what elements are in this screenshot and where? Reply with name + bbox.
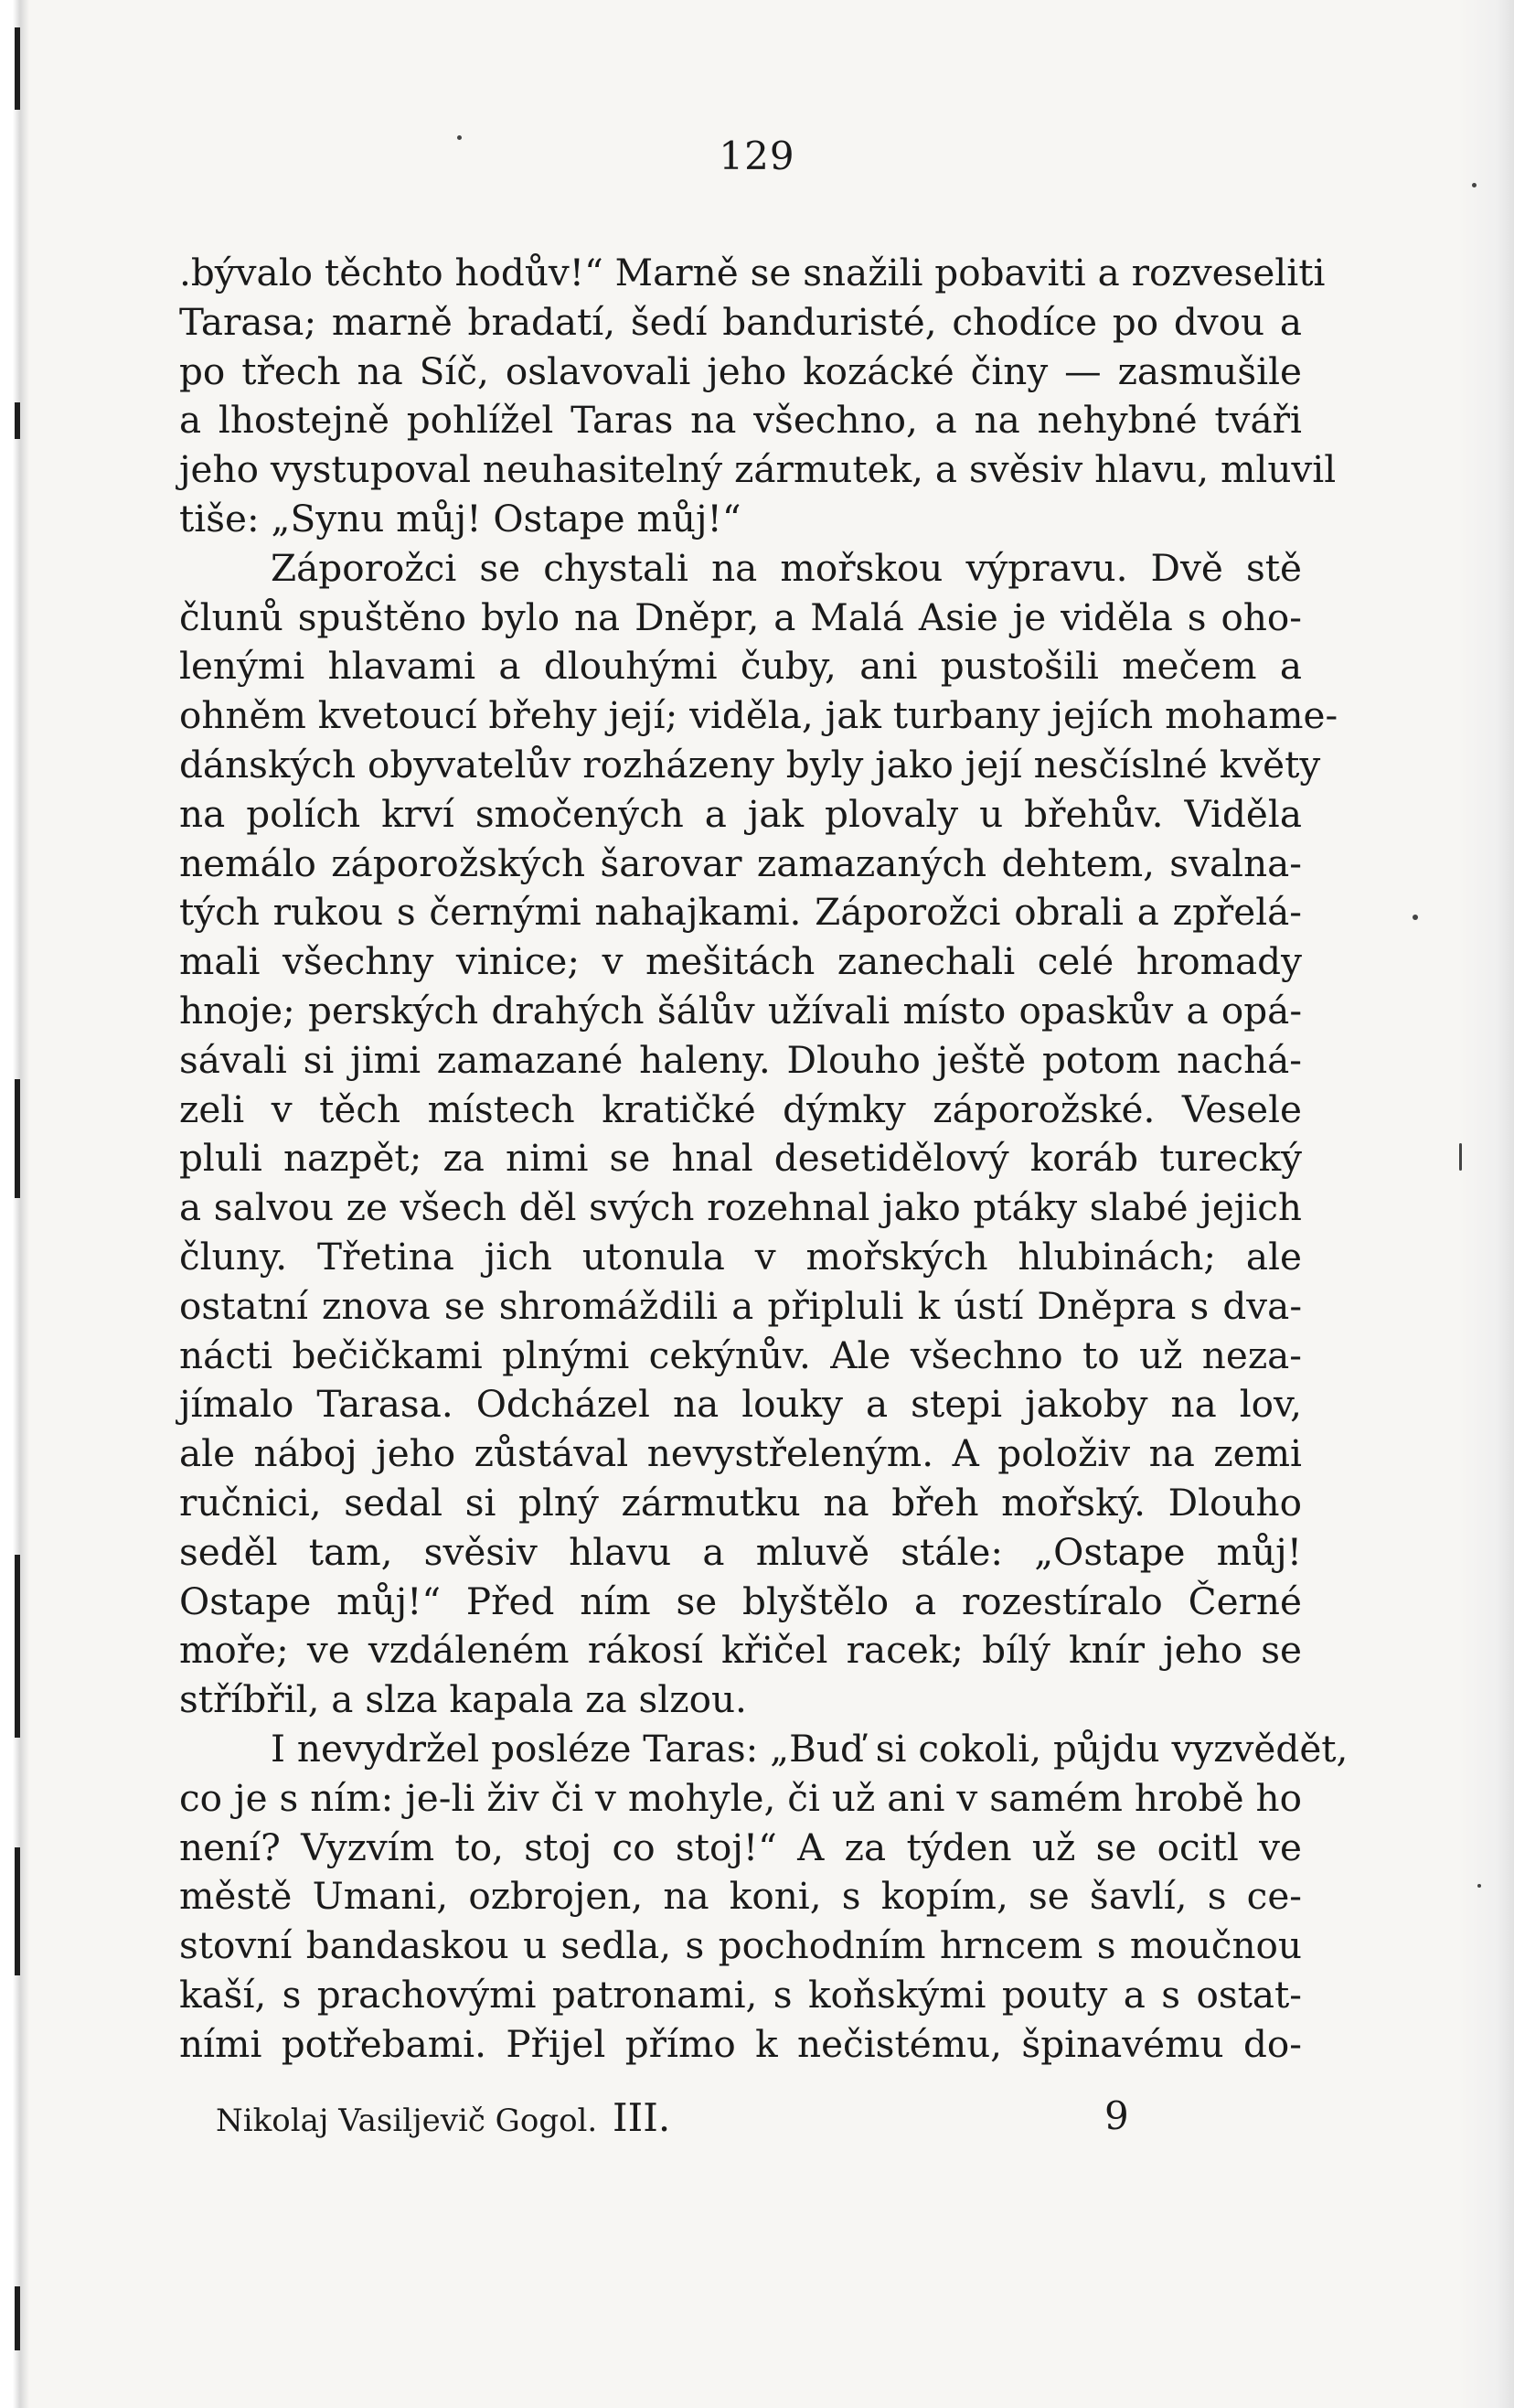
text-line: a salvou ze všech děl svých rozehnal jako ptáky slabé jejich	[179, 1185, 1302, 1230]
text-line: není? Vyzvím to, stoj co stoj!“ A za týden už se ocitl ve	[179, 1825, 1302, 1869]
footer-volume: III.	[613, 2095, 671, 2140]
text-line: na polích krví smočených a jak plovaly u břehův. Viděla	[179, 791, 1302, 836]
text-line: kaší, s prachovými patronami, s koňskými pouty a s ostat-	[179, 1972, 1302, 2017]
text-line: nácti bečičkami plnými cekýnův. Ale všechno to už neza-	[179, 1332, 1302, 1377]
text-line: a lhostejně pohlížel Taras na všechno, a na nehybné tváři	[179, 398, 1302, 443]
text-line: jímalo Tarasa. Odcházel na louky a stepi jakoby na lov,	[179, 1382, 1302, 1427]
text-line: tých rukou s černými nahajkami. Záporožci obrali a zpřelá-	[179, 890, 1302, 935]
text-line: tiše: „Synu můj! Ostape můj!“	[179, 496, 741, 540]
text-line: ními potřebami. Přijel přímo k nečistému, špinavému do-	[179, 2021, 1302, 2066]
text-line: ručnici, sedal si plný zármutku na břeh mořský. Dlouho	[179, 1480, 1302, 1525]
text-line: Tarasa; marně bradatí, šedí banduristé, chodíce po dvou a	[179, 299, 1302, 344]
text-line: mali všechny vinice; v mešitách zanechali celé hromady	[179, 939, 1302, 984]
text-line: jeho vystupoval neuhasitelný zármutek, a svěsiv hlavu, mluvil	[179, 447, 1337, 492]
text-line: po třech na Síč, oslavovali jeho kozácké činy — zasmušile	[179, 348, 1302, 393]
left-page-edge	[0, 0, 29, 2408]
text-line: dánských obyvatelův rozházeny byly jako její nesčíslné květy	[179, 742, 1321, 787]
text-line: Ostape můj!“ Před ním se blyštělo a rozestíralo Černé	[179, 1579, 1302, 1623]
footer-signature-mark: 9	[1104, 2093, 1129, 2138]
text-line: městě Umani, ozbrojen, na koni, s kopím, se šavlí, s ce-	[179, 1874, 1302, 1919]
footer-author: Nikolaj Vasiljevič Gogol.	[216, 2103, 598, 2139]
text-line: ale náboj jeho zůstával nevystřeleným. A položiv na zemi	[179, 1431, 1302, 1476]
text-line: stříbřil, a slza kapala za slzou.	[179, 1677, 747, 1722]
text-line: ostatní znova se shromáždili a připluli k ústí Dněpra s dva-	[179, 1283, 1302, 1328]
text-line: .bývalo těchto hodův!“ Marně se snažili pobaviti a rozveseliti	[179, 251, 1326, 294]
footer-author-line	[216, 2095, 670, 2140]
text-line: člunů spuštěno bylo na Dněpr, a Malá Asie je viděla s oho-	[179, 594, 1302, 639]
text-line: čluny. Třetina jich utonula v mořských hlubinách; ale	[179, 1234, 1302, 1279]
page-number: 129	[719, 134, 795, 178]
text-line: lenými hlavami a dlouhými čuby, ani pustošili mečem a	[179, 644, 1302, 689]
right-page-edge	[1459, 0, 1514, 2408]
text-line: ohněm kvetoucí břehy její; viděla, jak turbany jejích mohame-	[179, 693, 1338, 738]
text-line: co je s ním: je-li živ či v mohyle, či už ani v samém hrobě ho	[179, 1775, 1302, 1820]
text-line: nemálo záporožských šarovar zamazaných dehtem, svalna-	[179, 840, 1302, 885]
text-line: pluli nazpět; za nimi se hnal desetidělový koráb turecký	[179, 1136, 1302, 1181]
body-text	[179, 249, 1349, 2069]
text-line: stovní bandaskou u sedla, s pochodním hrncem s moučnou	[179, 1923, 1302, 1968]
text-line: hnoje; perských drahých šálův užívali místo opaskův a opá-	[179, 988, 1302, 1033]
text-line: moře; ve vzdáleném rákosí křičel racek; bílý knír jeho se	[179, 1628, 1302, 1673]
text-line: zeli v těch místech kratičké dýmky záporožské. Vesele	[179, 1086, 1302, 1131]
text-line: sávali si jimi zamazané haleny. Dlouho ještě potom nachá-	[179, 1037, 1302, 1082]
text-line: Záporožci se chystali na mořskou výpravu. Dvě stě	[271, 545, 1302, 590]
page-footer	[216, 2088, 1130, 2143]
text-line: I nevydržel posléze Taras: „Buď si cokoli, půjdu vyzvědět,	[271, 1726, 1349, 1771]
text-line: seděl tam, svěsiv hlavu a mluvě stále: „Ostape můj!	[179, 1529, 1302, 1574]
